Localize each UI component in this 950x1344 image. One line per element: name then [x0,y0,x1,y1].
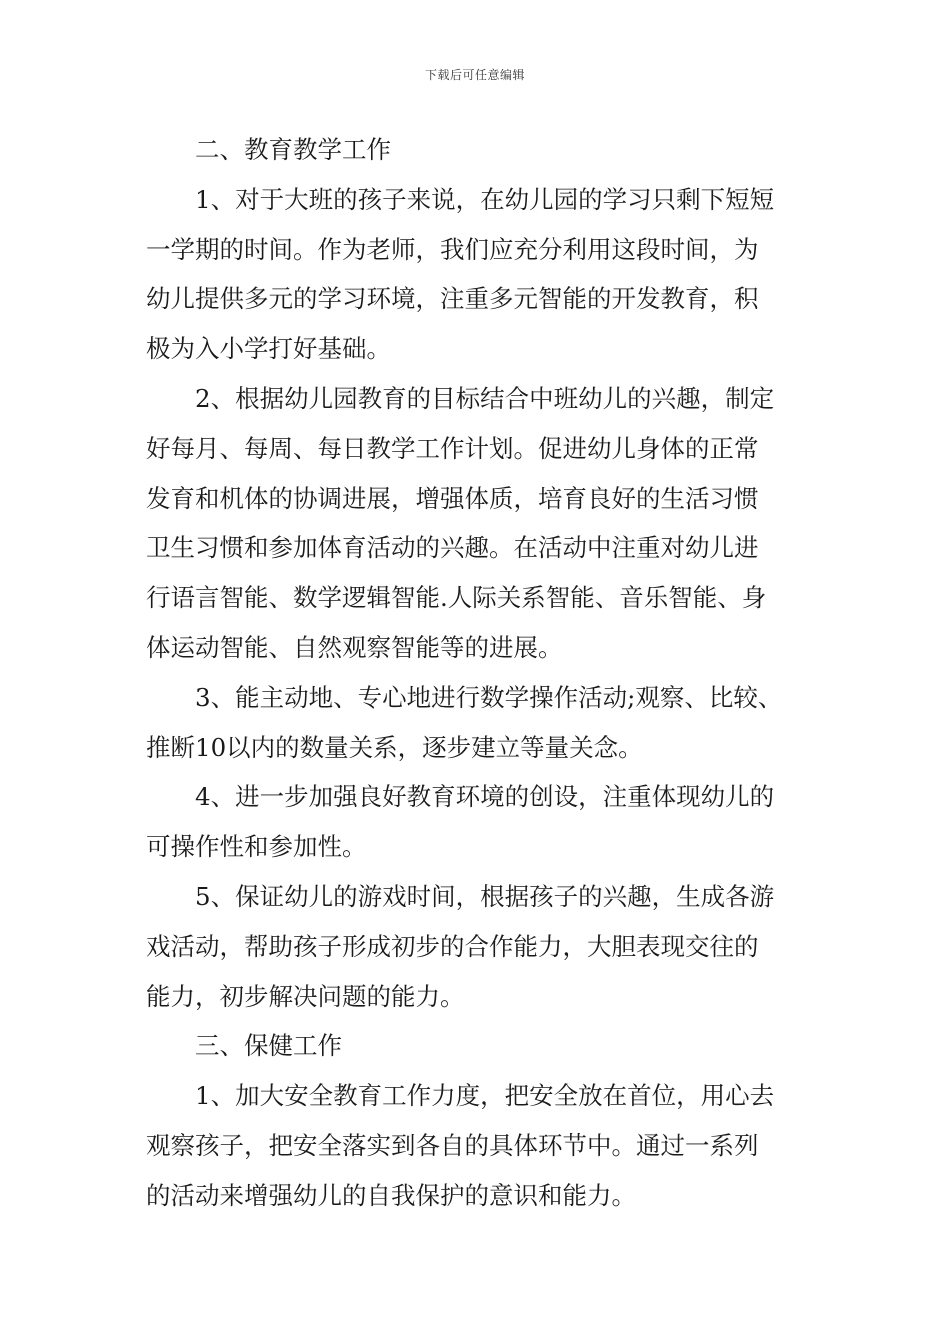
paragraph-line: 行语言智能、数学逻辑智能.人际关系智能、音乐智能、身 [146,583,767,613]
paragraph-line: 体运动智能、自然观察智能等的进展。 [146,632,563,662]
paragraph-line: 1、加大安全教育工作力度，把安全放在首位，用心去 [195,1081,775,1111]
paragraph-line: 的活动来增强幼儿的自我保护的意识和能力。 [146,1180,636,1210]
paragraph-line: 发育和机体的协调进展，增强体质，培育良好的生活习惯 [146,483,759,513]
paragraph-line: 观察孩子，把安全落实到各自的具体环节中。通过一系列 [146,1130,759,1160]
paragraph-line: 戏活动，帮助孩子形成初步的合作能力，大胆表现交往的 [146,931,759,961]
paragraph-line: 能力，初步解决问题的能力。 [146,981,465,1011]
section-heading-health: 三、保健工作 [195,1031,342,1061]
paragraph-line: 5、保证幼儿的游戏时间，根据孩子的兴趣，生成各游 [195,881,775,911]
paragraph-line: 推断10以内的数量关系，逐步建立等量关念。 [146,732,643,762]
paragraph-line: 1、对于大班的孩子来说，在幼儿园的学习只剩下短短 [195,184,775,214]
paragraph-line: 幼儿提供多元的学习环境，注重多元智能的开发教育，积 [146,284,759,314]
paragraph-line: 一学期的时间。作为老师，我们应充分利用这段时间，为 [146,234,759,264]
page-header: 下载后可任意编辑 [424,68,525,82]
paragraph-line: 2、根据幼儿园教育的目标结合中班幼儿的兴趣，制定 [195,383,775,413]
section-heading-education: 二、教育教学工作 [195,135,391,164]
paragraph-line: 好每月、每周、每日教学工作计划。促进幼儿身体的正常 [146,433,759,463]
paragraph-line: 3、能主动地、专心地进行数学操作活动;观察、比较、 [195,682,783,712]
paragraph-line: 极为入小学打好基础。 [146,334,391,364]
paragraph-line: 卫生习惯和参加体育活动的兴趣。在活动中注重对幼儿进 [146,533,759,563]
paragraph-line: 4、进一步加强良好教育环境的创设，注重体现幼儿的 [195,782,775,812]
document-body [146,125,826,1221]
paragraph-line: 可操作性和参加性。 [146,832,367,862]
